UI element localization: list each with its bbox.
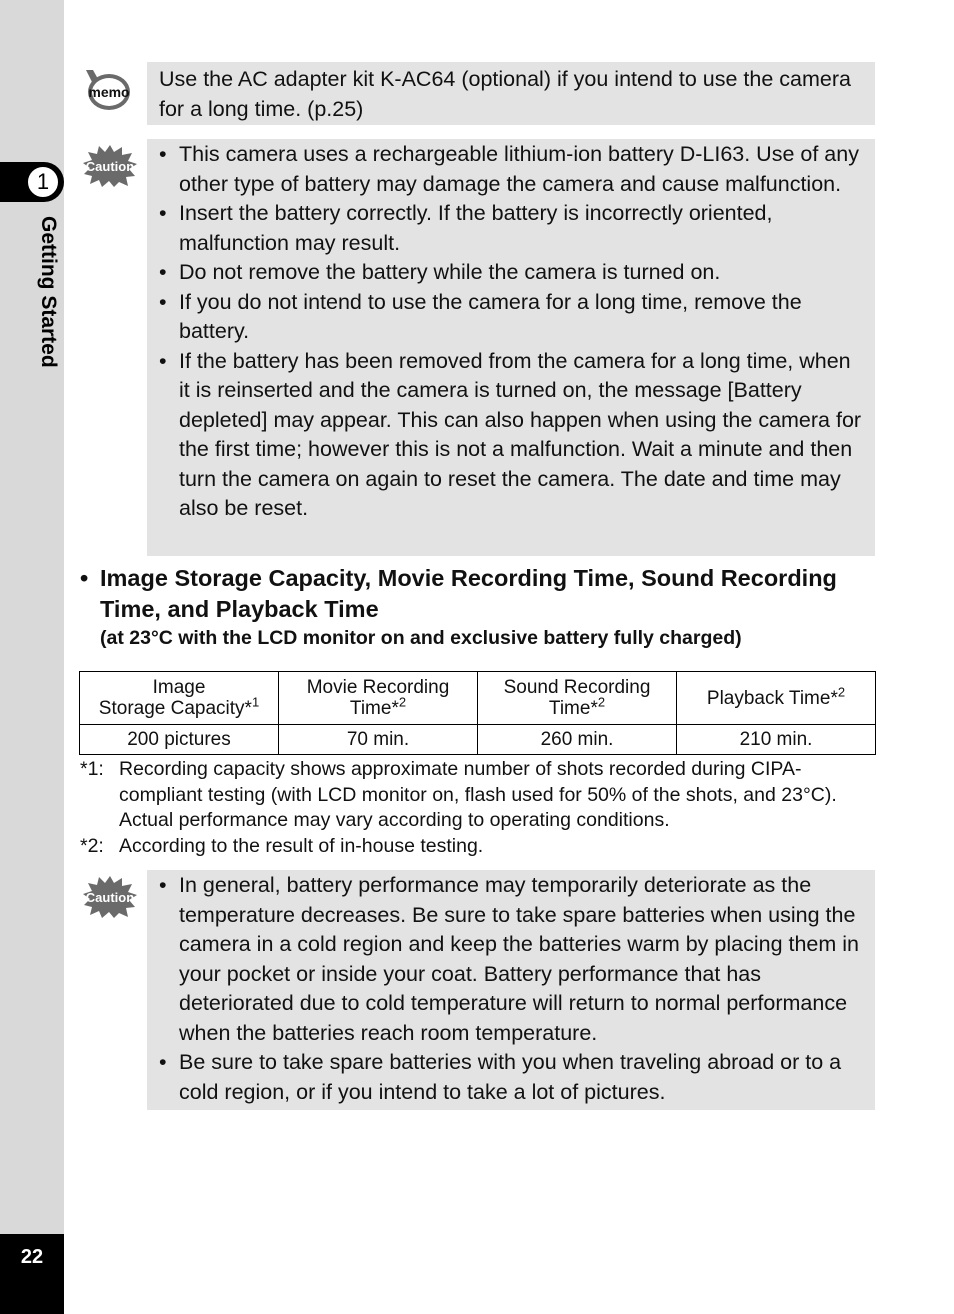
footnote-mark: *2: xyxy=(80,834,104,857)
table-row xyxy=(80,725,876,755)
memo-icon xyxy=(82,66,132,114)
table-header-row xyxy=(80,672,876,725)
footnote-ref: 2 xyxy=(597,694,606,710)
table-cell: 210 min. xyxy=(677,725,876,755)
memo-note xyxy=(147,62,875,125)
chapter-number: 1 xyxy=(26,165,60,199)
section-subheading: (at 23°C with the LCD monitor on and exclusive battery fully charged) xyxy=(100,627,742,649)
footnote-text: According to the result of in-house testing. xyxy=(119,834,484,857)
section-bullet: • xyxy=(80,565,89,591)
footnote xyxy=(80,834,880,860)
header-line: Movie Recording xyxy=(306,677,450,698)
table-cell: 200 pictures xyxy=(80,725,279,755)
caution-list xyxy=(159,871,863,1107)
section-heading-text: Image Storage Capacity, Movie Recording Time, Sound Recording Time, and Playback Time xyxy=(100,565,837,622)
caution-item: • This camera uses a rechargeable lithium-ion battery D-LI63. Use of any other type of battery may damage the camera and cause malfunction. xyxy=(159,140,863,199)
footnote xyxy=(80,757,880,834)
table-header-cell xyxy=(279,672,478,725)
table-header-cell xyxy=(478,672,677,725)
footnote-ref: 1 xyxy=(251,694,260,710)
header-line: Sound Recording xyxy=(503,677,651,698)
header-line: Storage Capacity* xyxy=(98,698,252,719)
footnote-ref: 2 xyxy=(837,684,846,700)
chapter-title: Getting Started xyxy=(37,216,60,368)
table-header-cell xyxy=(677,672,876,725)
caution-item: • Be sure to take spare batteries with you when traveling abroad or to a cold region, or if you intend to take a lot of pictures. xyxy=(159,1048,863,1107)
footnotes xyxy=(80,757,880,859)
table-cell: 70 min. xyxy=(279,725,478,755)
footnote-ref: 2 xyxy=(398,694,407,710)
caution-item: • If you do not intend to use the camera for a long time, remove the battery. xyxy=(159,288,863,347)
table-cell: 260 min. xyxy=(478,725,677,755)
table-header-cell xyxy=(80,672,279,725)
caution-icon-label: Caution xyxy=(85,159,135,174)
caution-icon xyxy=(82,875,138,919)
page-number-box xyxy=(0,1234,64,1314)
caution-icon xyxy=(82,144,138,188)
caution-item: • Insert the battery correctly. If the battery is incorrectly oriented, malfunction may result. xyxy=(159,199,863,258)
caution-note-temperature xyxy=(147,870,875,1110)
header-line: Time* xyxy=(548,698,598,719)
header-line: Image xyxy=(152,677,206,698)
caution-icon-label: Caution xyxy=(85,890,135,905)
caution-list xyxy=(159,140,863,524)
caution-item: • If the battery has been removed from the camera for a long time, when it is reinserted and the camera is turned on, the message [Battery depleted] may appear. This can also happen when using the camera for the first time; however this is not a malfunction. Wait a minute and then turn the camera on again to reset the camera. The date and time may also be reset. xyxy=(159,347,863,524)
chapter-tab xyxy=(0,162,64,202)
footnote-text: Recording capacity shows approximate number of shots recorded during CIPA-compliant testing (with LCD monitor on, flash used for 50% of the shots, and 23°C). Actual performance may vary according to operating conditions. xyxy=(119,758,837,831)
section-heading xyxy=(80,563,880,624)
chapter-sidebar xyxy=(0,0,64,1314)
memo-text: Use the AC adapter kit K-AC64 (optional) if you intend to use the camera for a long time. (p.25) xyxy=(159,67,851,121)
footnote-mark: *1: xyxy=(80,758,104,780)
memo-icon-label: memo xyxy=(88,84,130,100)
capacity-section xyxy=(80,563,880,652)
header-line: Time* xyxy=(349,698,399,719)
caution-item: • Do not remove the battery while the camera is turned on. xyxy=(159,258,863,288)
caution-item: • In general, battery performance may temporarily deteriorate as the temperature decreases. Be sure to take spare batteries when using the camera in a cold region and keep the batteries warm by placing them in your pocket or inside your coat. Battery performance that has deteriorated due to cold temperature will return to normal performance when the batteries reach room temperature. xyxy=(159,871,863,1048)
caution-note-battery xyxy=(147,139,875,556)
capacity-table xyxy=(79,671,876,755)
header-line: Playback Time* xyxy=(706,687,838,709)
page-number: 22 xyxy=(20,1246,44,1268)
